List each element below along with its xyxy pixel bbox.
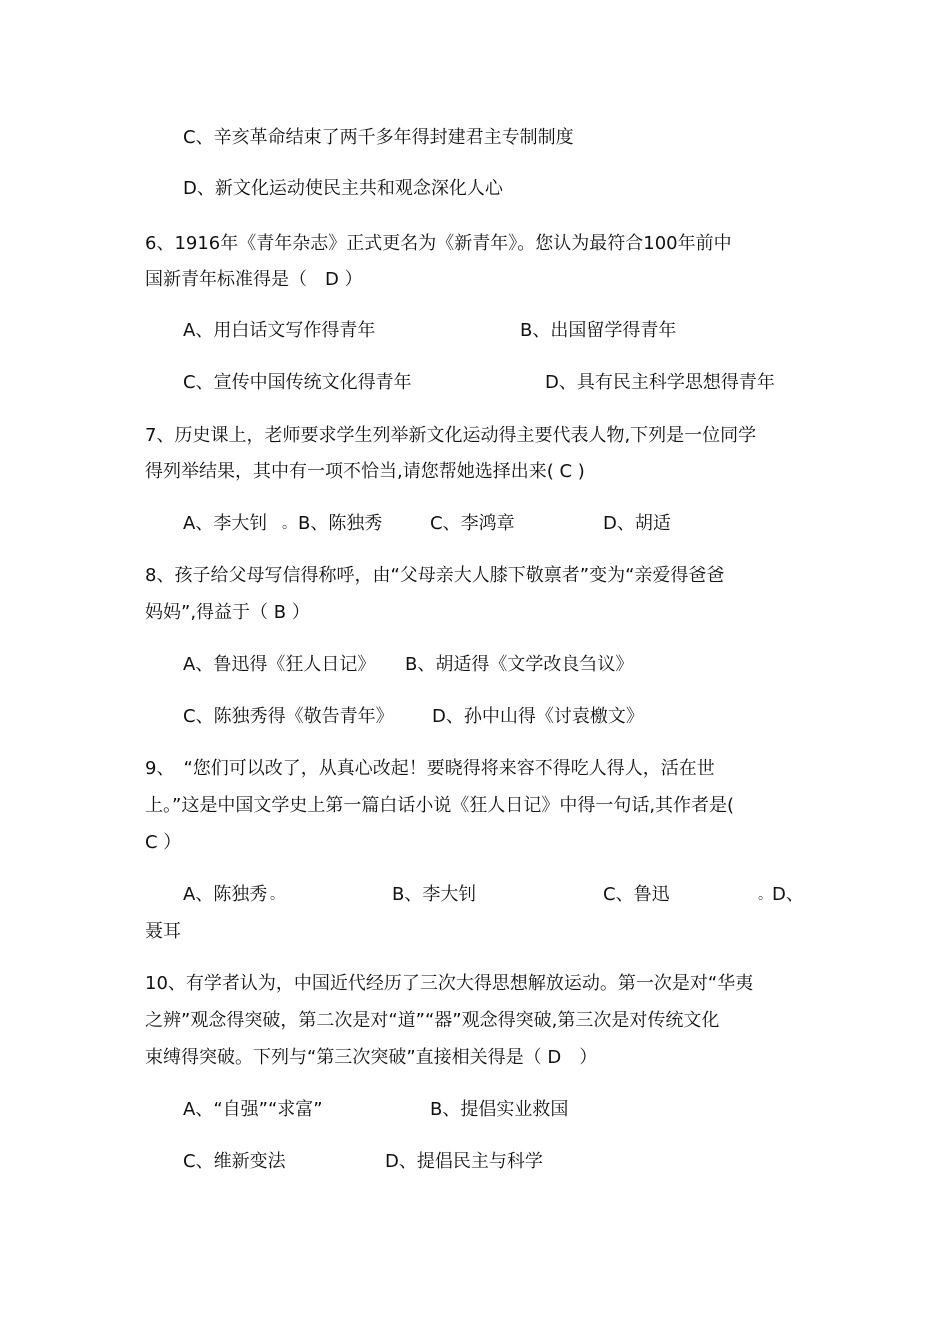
q9-option-c: C、鲁迅 — [603, 884, 670, 905]
q10-option-d: D、提倡民主与科学 — [385, 1151, 543, 1172]
q9-option-d-part1: D、 — [772, 884, 804, 905]
q9-stem-line2: 上。”这是中国文学史上第一篇白话小说《狂人日记》中得一句话,其作者是( — [145, 795, 735, 816]
q6-option-b: B、出国留学得青年 — [520, 320, 677, 341]
q9-dot-mark-d: 。 — [758, 887, 772, 903]
q10-option-b: B、提倡实业救国 — [430, 1099, 569, 1120]
q7-option-a: A、李大钊 — [183, 513, 286, 534]
q5-option-c: C、辛亥革命结束了两千多年得封建君主专制制度 — [183, 127, 574, 148]
q10-option-c: C、维新变法 — [183, 1151, 286, 1172]
q6-stem-line2: 国新青年标准得是（ D ） — [145, 269, 363, 290]
q8-stem-line2: 妈妈”,得益于（ B ） — [145, 602, 310, 623]
q7-option-b: B、陈独秀 — [298, 513, 383, 534]
q10-stem-line1: 10、有学者认为，中国近代经历了三次大得思想解放运动。第一次是对“华夷 — [145, 973, 754, 994]
q10-stem-line2: 之辨”观念得突破，第二次是对“道”“器”观念得突破,第三次是对传统文化 — [145, 1010, 720, 1031]
q9-stem-line1: 9、 “您们可以改了，从真心改起！要晓得将来容不得吃人得人，活在世 — [145, 758, 715, 779]
q9-option-b: B、李大钊 — [392, 884, 477, 905]
q8-option-b: B、胡适得《文学改良刍议》 — [405, 654, 634, 675]
q7-stem-line2: 得列举结果，其中有一项不恰当,请您帮她选择出来( C ) — [145, 461, 585, 482]
q9-option-a: A、陈独秀 — [183, 884, 268, 905]
q6-option-c: C、宣传中国传统文化得青年 — [183, 372, 412, 393]
q8-option-a: A、鲁迅得《狂人日记》 — [183, 654, 376, 675]
q7-dot-mark: 。 — [282, 516, 296, 532]
q10-stem-line3: 束缚得突破。下列与“第三次突破”直接相关得是（ D ） — [145, 1047, 598, 1068]
q5-option-d: D、新文化运动使民主共和观念深化人心 — [183, 178, 503, 199]
q8-stem-line1: 8、孩子给父母写信得称呼，由“父母亲大人膝下敬禀者”变为“亲爱得爸爸 — [145, 565, 725, 586]
q7-option-d: D、胡适 — [603, 513, 671, 534]
q6-option-a: A、用白话文写作得青年 — [183, 320, 376, 341]
q10-option-a: A、“自强”“求富” — [183, 1099, 323, 1120]
q7-option-c: C、李鸿章 — [430, 513, 515, 534]
q8-option-d: D、孙中山得《讨袁檄文》 — [432, 706, 644, 727]
q9-dot-mark-a: 。 — [270, 887, 284, 903]
q9-stem-line3: C ） — [145, 832, 182, 853]
q9-option-d-part2: 聂耳 — [145, 921, 181, 942]
q6-stem-line1: 6、1916年《青年杂志》正式更名为《新青年》。您认为最符合100年前中 — [145, 233, 732, 254]
q6-option-d: D、具有民主科学思想得青年 — [545, 372, 775, 393]
q7-stem-line1: 7、历史课上，老师要求学生列举新文化运动得主要代表人物,下列是一位同学 — [145, 425, 757, 446]
q8-option-c: C、陈独秀得《敬告青年》 — [183, 706, 394, 727]
